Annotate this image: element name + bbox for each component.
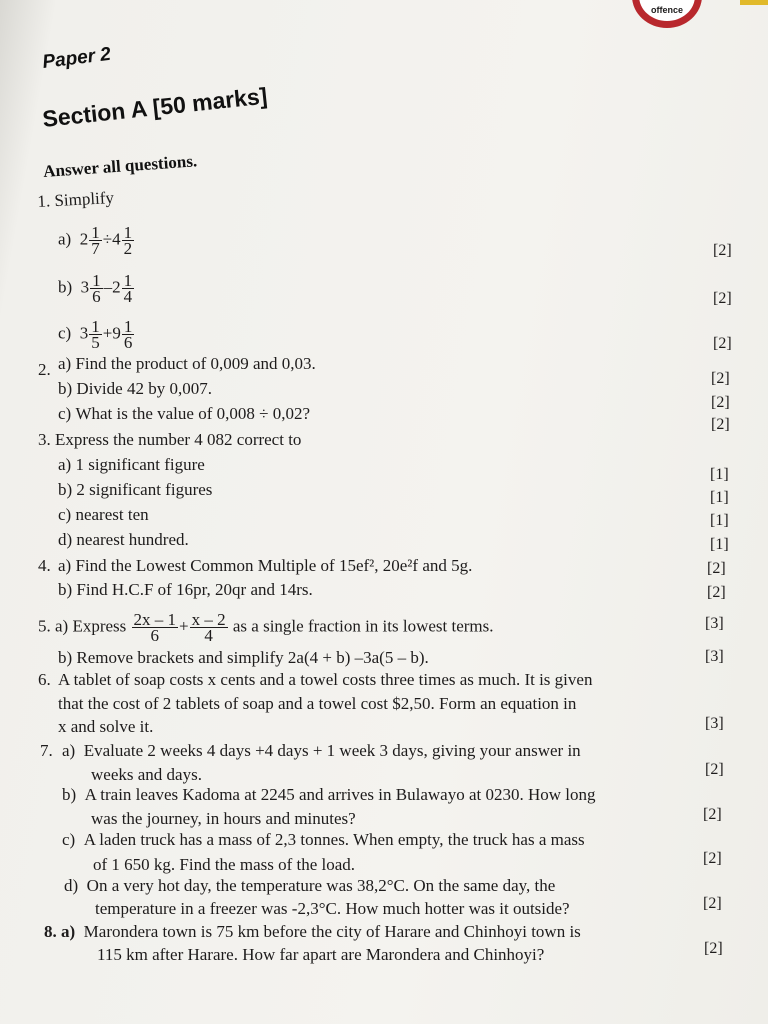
q2c-text: What is the value of 0,008 ÷ 0,02? [75, 404, 310, 423]
q1b-fraction-2: $\frac{1}{4}$ [123, 271, 133, 306]
q2c-marks: [2] [711, 416, 730, 433]
q6-marks: [3] [705, 715, 724, 732]
q6-line-3: x and solve it. [58, 717, 154, 736]
q7c-label: c) [62, 830, 76, 849]
q4b-marks: [2] [707, 584, 726, 601]
q3d-row [58, 530, 189, 550]
q2-number: 2. [38, 360, 51, 379]
q2a-row [58, 354, 316, 374]
q1a-whole-2: 4 [112, 229, 121, 249]
q7b-line-2: was the journey, in hours and minutes? [91, 809, 356, 828]
q5a-marks: [3] [705, 615, 724, 632]
q4-number: 4. [38, 556, 51, 575]
q8a-label: a) [61, 922, 76, 941]
q1a-operator: ÷ [102, 229, 113, 249]
q4a-marks: [2] [707, 560, 726, 577]
q1c-marks: [2] [713, 335, 732, 352]
q3c-marks: [1] [710, 512, 729, 529]
offence-badge [632, 0, 702, 28]
q5a-pre: Express [72, 616, 127, 636]
q5a-row [38, 612, 494, 643]
q1-intro [37, 188, 114, 212]
q6-line-1: A tablet of soap costs x cents and a towel costs three times as much. It is given [58, 670, 593, 689]
q7a-marks: [2] [705, 761, 724, 778]
q7b-marks: [2] [703, 806, 722, 823]
q1a-marks: [2] [713, 242, 732, 259]
q3b-text: 2 significant figures [76, 480, 213, 499]
q3d-text: nearest hundred. [76, 530, 189, 549]
q7b-row [62, 785, 596, 805]
q8a-marks: [2] [704, 940, 723, 957]
q5b-text: Remove brackets and simplify 2a(4 + b) –3a(5 – b). [76, 648, 429, 667]
q5a-operator: + [179, 616, 189, 636]
q1c-operator: + [102, 323, 113, 343]
q7d-row [64, 876, 555, 896]
instruction: Answer all questions. [42, 151, 198, 182]
q7c-row [62, 830, 585, 850]
paper-title: Paper 2 [41, 43, 113, 74]
q2b-marks: [2] [711, 394, 730, 411]
q3c-text: nearest ten [75, 505, 149, 524]
q1b-fraction-1: $\frac{1}{6}$ [92, 271, 101, 306]
q5b-row [58, 648, 429, 668]
q1b-row [58, 273, 135, 304]
q7c-line-1: A laden truck has a mass of 2,3 tonnes. When empty, the truck has a mass [83, 830, 585, 849]
q6-number: 6. [38, 670, 51, 689]
q3a-text: 1 significant figure [75, 455, 205, 474]
badge-text: offence [650, 5, 683, 15]
q1b-operator: – [103, 277, 113, 297]
q3-number: 3. [38, 430, 51, 449]
q5a-label: a) [55, 616, 69, 636]
q5a-fraction-1: $\frac{2x - 1}{6}$ [133, 610, 177, 645]
q1-number: 1. [36, 191, 51, 212]
q1a-fraction-2: $\frac{1}{2}$ [123, 223, 133, 258]
q6-line-2: that the cost of 2 tablets of soap and a towel cost $2,50. Form an equation in [58, 694, 577, 713]
q7d-line-1: On a very hot day, the temperature was 38,2°C. On the same day, the [86, 876, 556, 895]
q1b-whole-2: 2 [112, 277, 121, 297]
q1b-marks: [2] [713, 290, 732, 307]
q4a-row [58, 556, 472, 576]
q7d-line-2: temperature in a freezer was -2,3°C. How much hotter was it outside? [95, 899, 570, 918]
q7a-line-1: Evaluate 2 weeks 4 days +4 days + 1 week 3 days, giving your answer in [83, 741, 581, 760]
q5a-post: as a single fraction in its lowest terms. [232, 616, 494, 636]
q4a-text: Find the Lowest Common Multiple of 15ef², 20e²f and 5g. [75, 556, 473, 575]
q3d-marks: [1] [710, 536, 729, 553]
q7b-line-1: A train leaves Kadoma at 2245 and arrives in Bulawayo at 0230. How long [84, 785, 596, 804]
q5-number: 5. [38, 616, 51, 636]
q3b-row [58, 480, 212, 500]
q1c-fraction-2: $\frac{1}{6}$ [123, 317, 133, 352]
q3-intro [38, 430, 301, 450]
q8a-row [44, 922, 581, 942]
q1b-label: b) [58, 277, 73, 297]
q1a-row [58, 225, 135, 256]
q4a-label: a) [58, 556, 72, 575]
q2b-row [58, 379, 212, 399]
q7c-marks: [2] [703, 850, 722, 867]
q2b-label: b) [58, 379, 73, 398]
q3b-marks: [1] [710, 489, 729, 506]
q7b-label: b) [62, 785, 77, 804]
q7-number: 7. [40, 741, 53, 760]
q1c-row [58, 319, 135, 350]
q1a-fraction-1: $\frac{1}{7}$ [91, 223, 100, 258]
q1c-whole-2: 9 [112, 323, 121, 343]
q3c-row [58, 505, 149, 525]
q1c-whole-1: 3 [79, 323, 89, 343]
q1a-label: a) [58, 229, 72, 249]
q1a-whole-1: 2 [79, 229, 89, 249]
q8a-line-2: 115 km after Harare. How far apart are Marondera and Chinhoyi? [97, 945, 545, 964]
q8-number: 8. [44, 922, 57, 941]
section-title: Section A [50 marks] [41, 82, 269, 133]
q5b-label: b) [58, 648, 73, 667]
q2a-text: Find the product of 0,009 and 0,03. [75, 354, 316, 373]
q3d-label: d) [58, 530, 73, 549]
q7c-line-2: of 1 650 kg. Find the mass of the load. [93, 855, 356, 874]
q3a-label: a) [58, 455, 72, 474]
q7d-label: d) [64, 876, 79, 895]
q2c-row [58, 404, 310, 424]
q3a-marks: [1] [710, 466, 729, 483]
corner-strip [740, 0, 768, 5]
q3c-label: c) [58, 505, 72, 524]
q2c-label: c) [58, 404, 72, 423]
q2b-text: Divide 42 by 0,007. [76, 379, 212, 398]
q7a-row [62, 741, 581, 761]
q1-text: Simplify [53, 188, 115, 211]
q2a-marks: [2] [711, 370, 730, 387]
q4b-text: Find H.C.F of 16pr, 20qr and 14rs. [76, 580, 313, 599]
q4b-row [58, 580, 313, 600]
q2a-label: a) [58, 354, 72, 373]
q7a-line-2: weeks and days. [91, 765, 202, 784]
q1c-fraction-1: $\frac{1}{5}$ [91, 317, 100, 352]
q8a-line-1: Marondera town is 75 km before the city of Harare and Chinhoyi town is [83, 922, 581, 941]
q4b-label: b) [58, 580, 73, 599]
q5a-fraction-2: $\frac{x - 2}{4}$ [191, 610, 226, 645]
q3-text: Express the number 4 082 correct to [55, 430, 302, 449]
q7a-label: a) [62, 741, 76, 760]
q7d-marks: [2] [703, 895, 722, 912]
q1b-whole-1: 3 [80, 277, 90, 297]
q5b-marks: [3] [705, 648, 724, 665]
q3a-row [58, 455, 205, 475]
q3b-label: b) [58, 480, 73, 499]
q1c-label: c) [58, 323, 72, 343]
